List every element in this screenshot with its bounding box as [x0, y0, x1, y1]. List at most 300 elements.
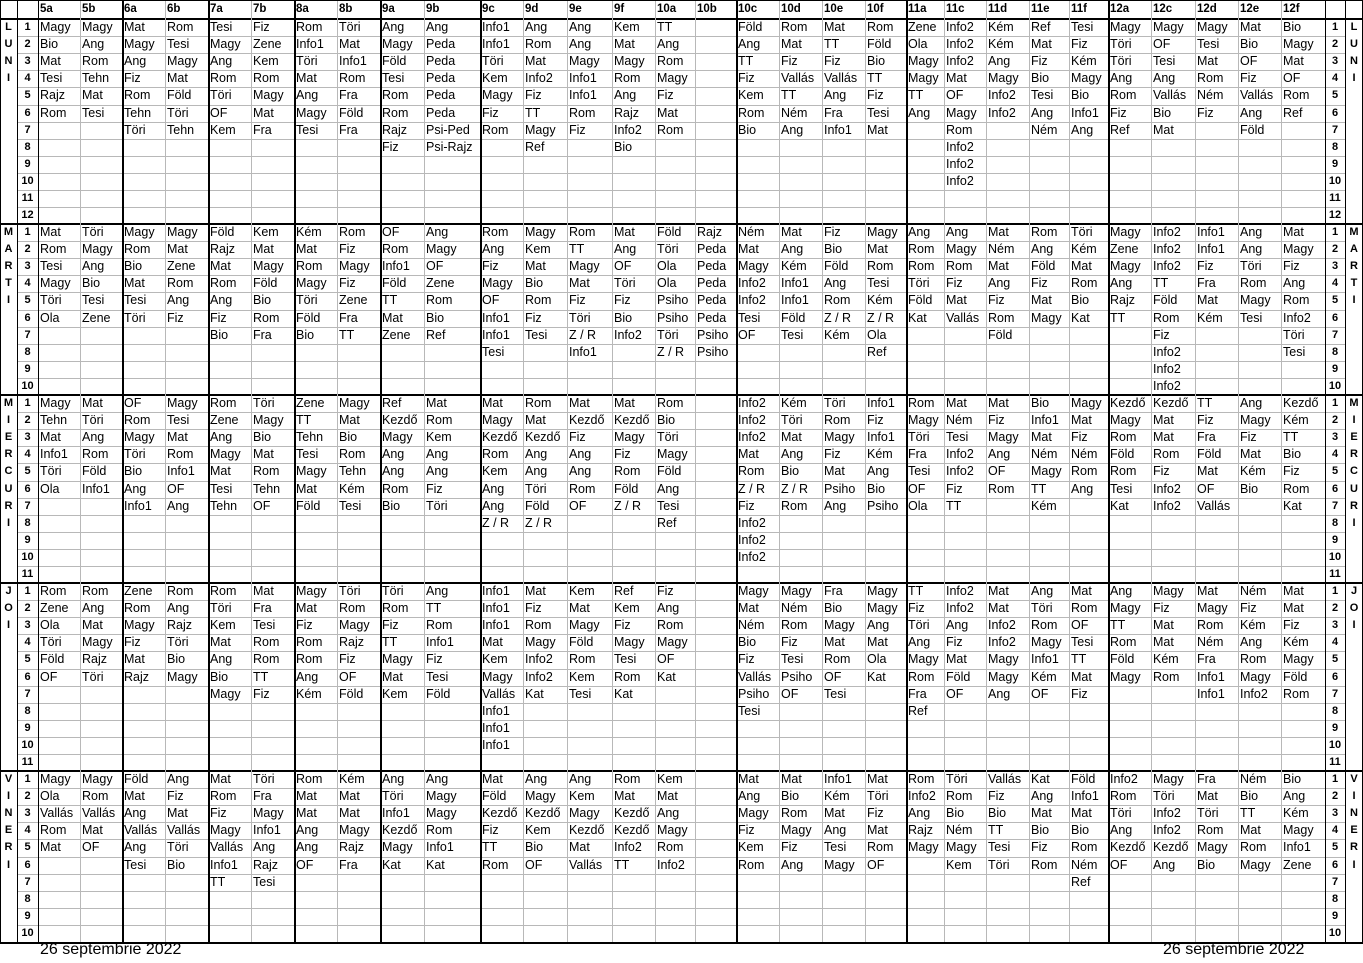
period-number: 5 [1331, 294, 1339, 307]
lesson-cell: Kém [1283, 413, 1309, 428]
lesson-cell: Töri [124, 310, 146, 325]
class-header: 12c [1153, 3, 1173, 15]
lesson-cell: Fiz [525, 88, 542, 103]
period-number: 9 [24, 721, 31, 734]
lesson-cell: Ang [82, 601, 105, 616]
lesson-cell: Ang [1110, 584, 1133, 598]
period-number: 3 [24, 431, 31, 444]
lesson-cell: Ang [657, 806, 680, 821]
lesson-cell: Magy [525, 225, 556, 239]
lesson-cell: Kem [210, 122, 236, 137]
lesson-cell: Rom [1071, 840, 1098, 855]
lesson-cell: Info2 [738, 413, 766, 428]
period-number: 3 [1331, 55, 1339, 68]
lesson-cell: Ref [614, 584, 634, 598]
day-letter: I [6, 72, 11, 85]
lesson-cell: Info2 [1153, 378, 1181, 393]
lesson-cell: Bio [426, 310, 445, 325]
lesson-cell: Föld [167, 88, 192, 103]
lesson-cell: Ref [382, 396, 402, 410]
lesson-cell: Magy [210, 823, 241, 838]
lesson-cell: Ang [525, 20, 548, 34]
day-letter: L [1350, 21, 1358, 33]
lesson-cell: Töri [40, 464, 62, 479]
lesson-cell: Tesi [908, 464, 931, 479]
period-number: 5 [24, 841, 31, 854]
lesson-cell: Mat [296, 71, 317, 86]
lesson-cell: Töri [1031, 601, 1053, 616]
period-number: 10 [21, 379, 34, 392]
lesson-cell: Rom [1283, 481, 1310, 496]
lesson-cell: Ang [1110, 71, 1133, 86]
grid-line [567, 0, 568, 942]
lesson-cell: Rom [1031, 618, 1058, 633]
grid-line [294, 0, 296, 942]
lesson-cell: Mat [824, 806, 845, 821]
lesson-cell: Rom [1197, 823, 1224, 838]
lesson-cell: Rom [1110, 88, 1137, 103]
lesson-cell: Ném [738, 618, 765, 633]
lesson-cell: Kezdő [614, 413, 650, 428]
lesson-cell: OF [867, 857, 885, 872]
day-letter: I [6, 516, 11, 529]
lesson-cell: Ném [738, 225, 765, 239]
lesson-cell: Peda [697, 259, 727, 274]
class-header: 10d [781, 3, 801, 15]
lesson-cell: Rom [339, 225, 366, 239]
lesson-cell: Rom [781, 618, 808, 633]
lesson-cell: Ang [426, 225, 449, 239]
lesson-cell: Vallás [1153, 88, 1187, 103]
lesson-cell: Mat [40, 225, 61, 239]
lesson-cell: Info1 [482, 601, 510, 616]
lesson-cell: Mat [569, 276, 590, 291]
lesson-cell: Vallás [1197, 498, 1231, 513]
lesson-cell: Fiz [1071, 37, 1088, 52]
lesson-cell: Rajz [253, 857, 279, 872]
lesson-cell: Mat [296, 601, 317, 616]
day-letter: A [1350, 243, 1358, 256]
lesson-cell: Töri [40, 635, 62, 650]
lesson-cell: Föld [738, 20, 763, 34]
lesson-cell: Ang [382, 447, 405, 462]
grid-line [17, 634, 1345, 635]
lesson-cell: TT [382, 635, 398, 650]
lesson-cell: Info2 [738, 276, 766, 291]
day-letter: C [1350, 465, 1358, 478]
period-number: 3 [1331, 260, 1339, 273]
lesson-cell: Mat [1240, 447, 1261, 462]
lesson-cell: Kém [296, 686, 322, 701]
period-number: 5 [1331, 653, 1339, 666]
lesson-cell: Föld [988, 327, 1013, 342]
lesson-cell: Mat [867, 635, 888, 650]
lesson-cell: Kat [1071, 310, 1090, 325]
period-number: 6 [1331, 482, 1339, 495]
grid-line [1345, 0, 1346, 942]
lesson-cell: Bio [867, 481, 886, 496]
lesson-cell: Töri [296, 54, 318, 69]
lesson-cell: Magy [426, 789, 457, 804]
period-number: 9 [24, 362, 31, 375]
lesson-cell: Magy [614, 430, 645, 445]
lesson-cell: Bio [738, 635, 757, 650]
lesson-cell: OF [1240, 54, 1258, 69]
lesson-cell: Magy [1110, 20, 1141, 34]
day-letter: E [1350, 824, 1358, 837]
lesson-cell: Fiz [657, 88, 674, 103]
lesson-cell: Kezdő [482, 806, 518, 821]
lesson-cell: Töri [339, 20, 361, 34]
class-header: 11a [908, 3, 927, 15]
lesson-cell: Ang [569, 447, 592, 462]
lesson-cell: Fra [253, 789, 272, 804]
lesson-cell: Fiz [1031, 840, 1048, 855]
lesson-cell: Ang [1240, 242, 1263, 257]
lesson-cell: Tehn [210, 498, 238, 513]
lesson-cell: Zene [296, 396, 325, 410]
lesson-cell: Töri [988, 857, 1010, 872]
grid-line [523, 0, 524, 942]
lesson-cell: Töri [657, 327, 679, 342]
lesson-cell: Rom [167, 276, 194, 291]
lesson-cell: Z / R [781, 481, 809, 496]
lesson-cell: Psiho [738, 686, 770, 701]
period-number: 10 [21, 174, 34, 187]
lesson-cell: Info2 [738, 430, 766, 445]
period-number: 5 [24, 653, 31, 666]
lesson-cell: Rajz [614, 105, 640, 120]
lesson-cell: Ném [946, 823, 973, 838]
lesson-cell: Fiz [1153, 601, 1170, 616]
lesson-cell: Töri [908, 618, 930, 633]
grid-line [17, 292, 1345, 293]
lesson-cell: Z / R [569, 327, 597, 342]
period-number: 11 [21, 568, 34, 580]
lesson-cell: Rajz [382, 122, 408, 137]
class-header: 7a [210, 3, 223, 15]
lesson-cell: Info2 [525, 71, 553, 86]
lesson-cell: Magy [569, 54, 600, 69]
lesson-cell: Mat [781, 37, 802, 52]
lesson-cell: Kem [253, 225, 279, 239]
lesson-cell: Ref [1110, 122, 1130, 137]
lesson-cell: Magy [946, 840, 977, 855]
lesson-cell: Magy [124, 225, 155, 239]
lesson-cell: Bio [614, 139, 633, 154]
lesson-cell: Magy [124, 430, 155, 445]
lesson-cell: Ang [824, 276, 847, 291]
lesson-cell: Vallás [569, 857, 603, 872]
lesson-cell: Info2 [1153, 498, 1181, 513]
lesson-cell: Magy [253, 806, 284, 821]
lesson-cell: Föld [82, 464, 107, 479]
lesson-cell: Magy [824, 618, 855, 633]
lesson-cell: TT [738, 54, 754, 69]
lesson-cell: Ang [1240, 105, 1263, 120]
lesson-cell: Magy [1240, 293, 1271, 308]
lesson-cell: TT [525, 105, 541, 120]
lesson-cell: Tesi [657, 498, 680, 513]
lesson-cell: Kezdő [1283, 396, 1319, 410]
lesson-cell: Rom [339, 447, 366, 462]
lesson-cell: Bio [296, 327, 315, 342]
lesson-cell: OF [253, 498, 271, 513]
grid-line [17, 874, 1345, 875]
lesson-cell: Mat [1283, 54, 1304, 69]
lesson-cell: Ang [988, 54, 1011, 69]
lesson-cell: Ném [1031, 447, 1058, 462]
lesson-cell: Rom [296, 20, 323, 34]
lesson-cell: Vallás [167, 823, 201, 838]
lesson-cell: Magy [1031, 635, 1062, 650]
lesson-cell: Psi-Ped [426, 122, 470, 137]
lesson-cell: Rom [867, 840, 894, 855]
grid-line [17, 669, 1345, 670]
lesson-cell: Info1 [1071, 105, 1099, 120]
lesson-cell: Zene [124, 584, 153, 598]
lesson-cell: Mat [1197, 464, 1218, 479]
lesson-cell: Mat [339, 413, 360, 428]
lesson-cell: Föld [339, 105, 364, 120]
lesson-cell: Fiz [1197, 105, 1214, 120]
lesson-cell: Töri [946, 772, 968, 786]
lesson-cell: Info1 [824, 122, 852, 137]
lesson-cell: Mat [40, 430, 61, 445]
class-header: 10c [738, 3, 758, 15]
lesson-cell: Föld [296, 310, 321, 325]
grid-line [779, 0, 780, 942]
lesson-cell: Magy [824, 857, 855, 872]
period-number: 8 [1331, 704, 1339, 717]
grid-line [1238, 0, 1239, 942]
class-header: 5a [40, 3, 53, 15]
lesson-cell: Bio [657, 413, 676, 428]
lesson-cell: Mat [296, 806, 317, 821]
lesson-cell: Magy [1031, 464, 1062, 479]
lesson-cell: Rom [1197, 71, 1224, 86]
grid-line [17, 908, 1345, 909]
lesson-cell: Info2 [988, 618, 1016, 633]
lesson-cell: Rom [867, 20, 894, 34]
lesson-cell: Magy [946, 105, 977, 120]
lesson-cell: Kem [382, 686, 408, 701]
lesson-cell: Mat [40, 54, 61, 69]
lesson-cell: Ang [1031, 105, 1054, 120]
lesson-cell: Rom [1240, 652, 1267, 667]
lesson-cell: Info1 [382, 259, 410, 274]
lesson-cell: Töri [253, 772, 275, 786]
class-header: 11e [1031, 3, 1050, 15]
lesson-cell: Föld [1240, 122, 1265, 137]
day-letter: I [1352, 858, 1356, 871]
lesson-cell: TT [1283, 430, 1299, 445]
lesson-cell: Töri [482, 54, 504, 69]
grid-line [17, 275, 1345, 276]
lesson-cell: Ném [781, 105, 808, 120]
lesson-cell: Ang [569, 464, 592, 479]
lesson-cell: Rom [657, 840, 684, 855]
lesson-cell: Info1 [482, 703, 510, 718]
lesson-cell: Bio [210, 327, 229, 342]
lesson-cell: TT [781, 88, 797, 103]
lesson-cell: Fiz [1197, 413, 1214, 428]
lesson-cell: Bio [824, 242, 843, 257]
lesson-cell: Fiz [867, 88, 884, 103]
grid-line [736, 0, 738, 942]
lesson-cell: Ang [1283, 789, 1306, 804]
lesson-cell: Ang [738, 37, 761, 52]
lesson-cell: Rajz [1110, 293, 1136, 308]
lesson-cell: Zene [339, 293, 368, 308]
period-number: 10 [1328, 550, 1342, 563]
lesson-cell: Fiz [167, 789, 184, 804]
period-number: 4 [24, 448, 31, 461]
day-letter: R [1350, 448, 1358, 461]
lesson-cell: Rom [124, 88, 151, 103]
lesson-cell: OF [210, 105, 228, 120]
lesson-cell: Mat [426, 396, 447, 410]
lesson-cell: Vallás [82, 806, 116, 821]
lesson-cell: Info2 [946, 601, 974, 616]
lesson-cell: Kem [525, 823, 551, 838]
lesson-cell: Rom [167, 20, 194, 34]
lesson-cell: Mat [167, 806, 188, 821]
lesson-cell: Ang [426, 20, 449, 34]
lesson-cell: Psiho [657, 310, 689, 325]
grid-line [17, 737, 1345, 738]
lesson-cell: Töri [657, 430, 679, 445]
grid-line [1195, 0, 1196, 942]
lesson-cell: Magy [908, 413, 939, 428]
lesson-cell: Rom [946, 122, 973, 137]
day-letter: I [1352, 72, 1356, 85]
lesson-cell: OF [124, 396, 142, 410]
lesson-cell: Bio [1283, 772, 1302, 786]
period-number: 9 [24, 533, 31, 546]
lesson-cell: Magy [908, 54, 939, 69]
lesson-cell: Rom [1071, 601, 1098, 616]
lesson-cell: Info1 [824, 772, 852, 786]
lesson-cell: Tesi [824, 686, 847, 701]
period-number: 9 [24, 909, 31, 922]
lesson-cell: Bio [40, 37, 59, 52]
lesson-cell: Mat [167, 430, 188, 445]
lesson-cell: Töri [781, 413, 803, 428]
day-letter: I [6, 790, 11, 803]
lesson-cell: OF [1197, 481, 1215, 496]
lesson-cell: Magy [482, 276, 513, 291]
lesson-cell: Fiz [1153, 327, 1170, 342]
lesson-cell: Z / R [824, 310, 852, 325]
class-header: 9a [382, 3, 395, 15]
lesson-cell: Mat [738, 242, 759, 257]
lesson-cell: Ném [1071, 857, 1098, 872]
grid-line [695, 0, 696, 942]
lesson-cell: Tesi [426, 669, 449, 684]
lesson-cell: Rom [40, 242, 67, 257]
period-number: 3 [1331, 431, 1339, 444]
lesson-cell: Töri [82, 225, 104, 239]
lesson-cell: Rom [824, 293, 851, 308]
day-letter: O [4, 602, 13, 615]
lesson-cell: Rom [1153, 669, 1180, 684]
lesson-cell: TT [1110, 618, 1126, 633]
lesson-cell: Ang [82, 37, 105, 52]
lesson-cell: Zene [908, 20, 937, 34]
lesson-cell: Ang [124, 806, 147, 821]
lesson-cell: Tesi [382, 71, 405, 86]
lesson-cell: Mat [339, 806, 360, 821]
class-header: 8b [339, 3, 353, 15]
lesson-cell: Rom [339, 71, 366, 86]
lesson-cell: Fiz [738, 498, 755, 513]
period-number: 2 [24, 790, 31, 803]
lesson-cell: Psiho [657, 293, 689, 308]
lesson-cell: Mat [253, 584, 274, 598]
period-number: 6 [1331, 670, 1339, 683]
lesson-cell: Tesi [1071, 20, 1094, 34]
lesson-cell: Föld [657, 464, 682, 479]
lesson-cell: Bio [525, 840, 544, 855]
lesson-cell: Rom [296, 772, 323, 786]
lesson-cell: Kem [210, 618, 236, 633]
lesson-cell: Vallás [210, 840, 244, 855]
lesson-cell: Mat [82, 618, 103, 633]
lesson-cell: Magy [525, 635, 556, 650]
period-number: 6 [1331, 311, 1339, 324]
lesson-cell: Info2 [908, 789, 936, 804]
lesson-cell: Magy [781, 823, 812, 838]
period-number: 7 [24, 123, 31, 136]
lesson-cell: Ang [482, 481, 505, 496]
lesson-cell: Fra [824, 105, 843, 120]
lesson-cell: Magy [382, 430, 413, 445]
lesson-cell: Mat [482, 772, 503, 786]
period-number: 10 [1328, 738, 1342, 751]
lesson-cell: Fiz [1240, 430, 1257, 445]
grid-line [208, 0, 210, 942]
lesson-cell: OF [167, 481, 185, 496]
lesson-cell: Ang [167, 498, 190, 513]
lesson-cell: Kem [482, 464, 508, 479]
lesson-cell: Vallás [781, 71, 815, 86]
lesson-cell: Ném [1197, 88, 1224, 103]
class-header: 9f [614, 3, 625, 15]
grid-line [906, 0, 908, 942]
lesson-cell: Kezdő [382, 823, 418, 838]
lesson-cell: Föld [210, 225, 235, 239]
lesson-cell: Rom [167, 447, 194, 462]
period-number: 11 [1329, 756, 1341, 768]
lesson-cell: Mat [1197, 54, 1218, 69]
grid-line [17, 822, 1345, 823]
period-number: 4 [24, 277, 31, 290]
lesson-cell: Vallás [124, 823, 158, 838]
period-number: 8 [1331, 516, 1339, 529]
period-number: 10 [21, 738, 34, 751]
class-header: 9d [525, 3, 539, 15]
lesson-cell: Info2 [1153, 259, 1181, 274]
period-number: 7 [1331, 328, 1339, 341]
lesson-cell: Mat [988, 225, 1009, 239]
lesson-cell: Rom [1110, 789, 1137, 804]
grid-line [17, 361, 1345, 362]
lesson-cell: Rom [82, 447, 109, 462]
lesson-cell: Magy [40, 396, 71, 410]
day-letter: N [1350, 807, 1358, 820]
lesson-cell: Föld [339, 686, 364, 701]
